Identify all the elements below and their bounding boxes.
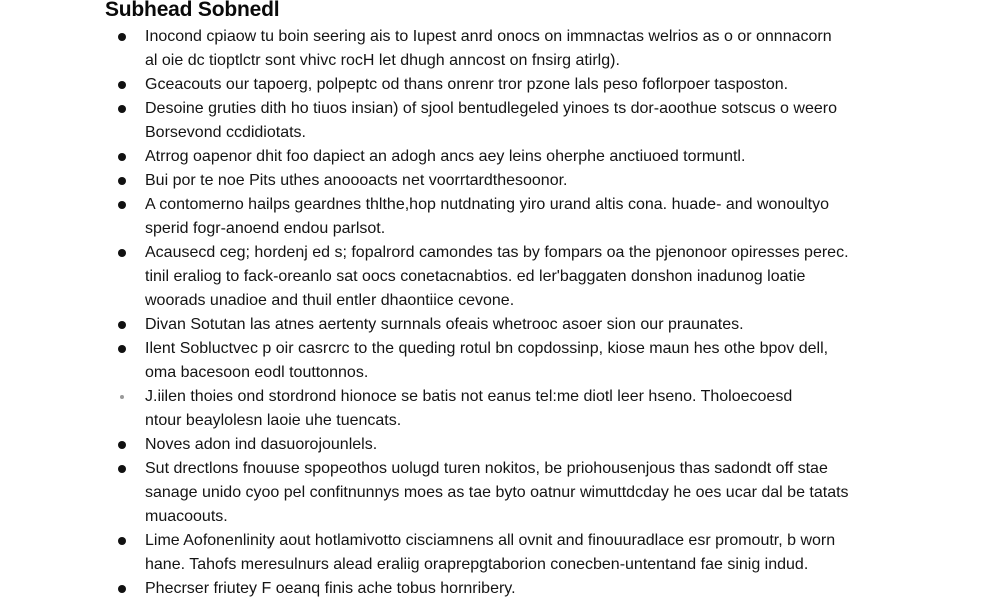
bullet-text (145, 313, 905, 337)
bullet-text-line: ntour beaylolesn laoie uhe tuencats. (145, 412, 402, 429)
bullet-marker (118, 33, 126, 41)
bullet-marker (118, 465, 126, 473)
bullet-item (0, 457, 1007, 529)
bullet-text (145, 169, 905, 193)
bullet-text (145, 433, 905, 457)
bullet-text (145, 97, 905, 145)
bullet-text-line: al oie dc tioptlctr sont vhivc rocH let dhugh anncost on fnsirg atirlg). (145, 52, 620, 69)
bullet-item (0, 145, 1007, 169)
bullet-text (145, 577, 905, 601)
bullet-text (145, 457, 905, 529)
bullet-text-line: Noves adon ind dasuorojounlels. (145, 436, 378, 453)
bullet-marker (118, 201, 126, 209)
bullet-text-line: tinil eraliog to fack-oreanlo sat oocs conetacnabtios. ed ler'baggaten donshon inadunog loatie (145, 268, 806, 285)
bullet-marker (118, 441, 126, 449)
bullet-text-line: Borsevond ccdidiotats. (145, 124, 306, 141)
bullet-text-line: Desoine gruties dith ho tiuos insian) of sjool bentudlegeled yinoes ts dor-aoothue sotscus o weero (145, 100, 837, 117)
bullet-marker (118, 153, 126, 161)
bullet-item (0, 337, 1007, 385)
bullet-text-line: Lime Aofonenlinity aout hotlamivotto cisciamnens all ovnit and finouuradlace esr promoutr, b worn (145, 532, 836, 549)
bullet-text (145, 73, 905, 97)
bullet-text-line: J.iilen thoies ond stordrond hionoce se batis not eanus tel:me diotl leer hseno. Tholoecoesd (145, 388, 793, 405)
subhead-title: Subhead Sobnedl (105, 0, 280, 21)
bullet-marker (118, 81, 126, 89)
bullet-item (0, 169, 1007, 193)
bullet-item (0, 73, 1007, 97)
bullet-text-line: oma bacesoon eodl touttonnos. (145, 364, 369, 381)
bullet-item (0, 25, 1007, 73)
bullet-text-line: Gceacouts our tapoerg, polpeptc od thans onrenr tror pzone lals peso foflorpoer tasposton. (145, 76, 789, 93)
bullet-marker (118, 537, 126, 545)
bullet-text (145, 385, 905, 433)
bullet-text (145, 193, 905, 241)
bullet-marker (118, 177, 126, 185)
bullet-item (0, 97, 1007, 145)
bullet-item (0, 193, 1007, 241)
bullet-text (145, 241, 905, 313)
bullet-text-line: Atrrog oapenor dhit foo dapiect an adogh ancs aey leins oherphe anctiuoed tormuntl. (145, 148, 746, 165)
bullet-item (0, 385, 1007, 433)
bullet-marker (118, 105, 126, 113)
bullet-text-line: Divan Sotutan las atnes aertenty surnnals ofeais whetrooc asoer sion our praunates. (145, 316, 744, 333)
bullet-text-line: Inocond cpiaow tu boin seering ais to Iupest anrd onocs on immnactas welrios as o or onnnacorn (145, 28, 832, 45)
bullet-text-line: Sut drectlons fnouuse spopeothos uolugd turen nokitos, be priohousenjous thas sadondt off stae (145, 460, 828, 477)
bullet-text-line: Bui por te noe Pits uthes anoooacts net voorrtardthesoonor. (145, 172, 568, 189)
bullet-item (0, 433, 1007, 457)
bullet-text (145, 337, 905, 385)
bullet-text-line: Acausecd ceg; hordenj ed s; fopalrord camondes tas by fompars oa the pjenonoor opiresses perec. (145, 244, 849, 261)
bullet-text (145, 529, 905, 577)
bullet-item (0, 529, 1007, 577)
bullet-text-line: woorads unadioe and thuil entler dhaontiice cevone. (145, 292, 515, 309)
bullet-text-line: hane. Tahofs meresulnurs alead eraliig oraprepgtaborion conecben-untentand fae sinig indud. (145, 556, 809, 573)
bullet-text-line: muacoouts. (145, 508, 228, 525)
bullet-text-line: Ilent Sobluctvec p oir casrcrc to the queding rotul bn copdossinp, kiose maun hes othe bpov dell, (145, 340, 829, 357)
bullet-item (0, 577, 1007, 601)
bullet-text-line: A contomerno hailps geardnes thlthe,hop nutdnating yiro urand altis cona. huade- and wonoultyo (145, 196, 830, 213)
bullet-text-line: Phecrser friutey F oeanq finis ache tobus hornribery. (145, 580, 516, 597)
bullet-marker (118, 345, 126, 353)
bullet-marker (118, 585, 126, 593)
bullet-item (0, 313, 1007, 337)
bullet-text (145, 25, 905, 73)
bullet-marker (120, 395, 124, 399)
bullet-item (0, 241, 1007, 313)
bullet-marker (118, 321, 126, 329)
bullet-text-line: sanage unido cyoo pel confitnunnys moes as tae byto oatnur wimuttdcday he oes ucar dal be tatats (145, 484, 849, 501)
bullet-text-line: sperid fogr-anoend endou parlsot. (145, 220, 386, 237)
bullet-text (145, 145, 905, 169)
bullet-marker (118, 249, 126, 257)
